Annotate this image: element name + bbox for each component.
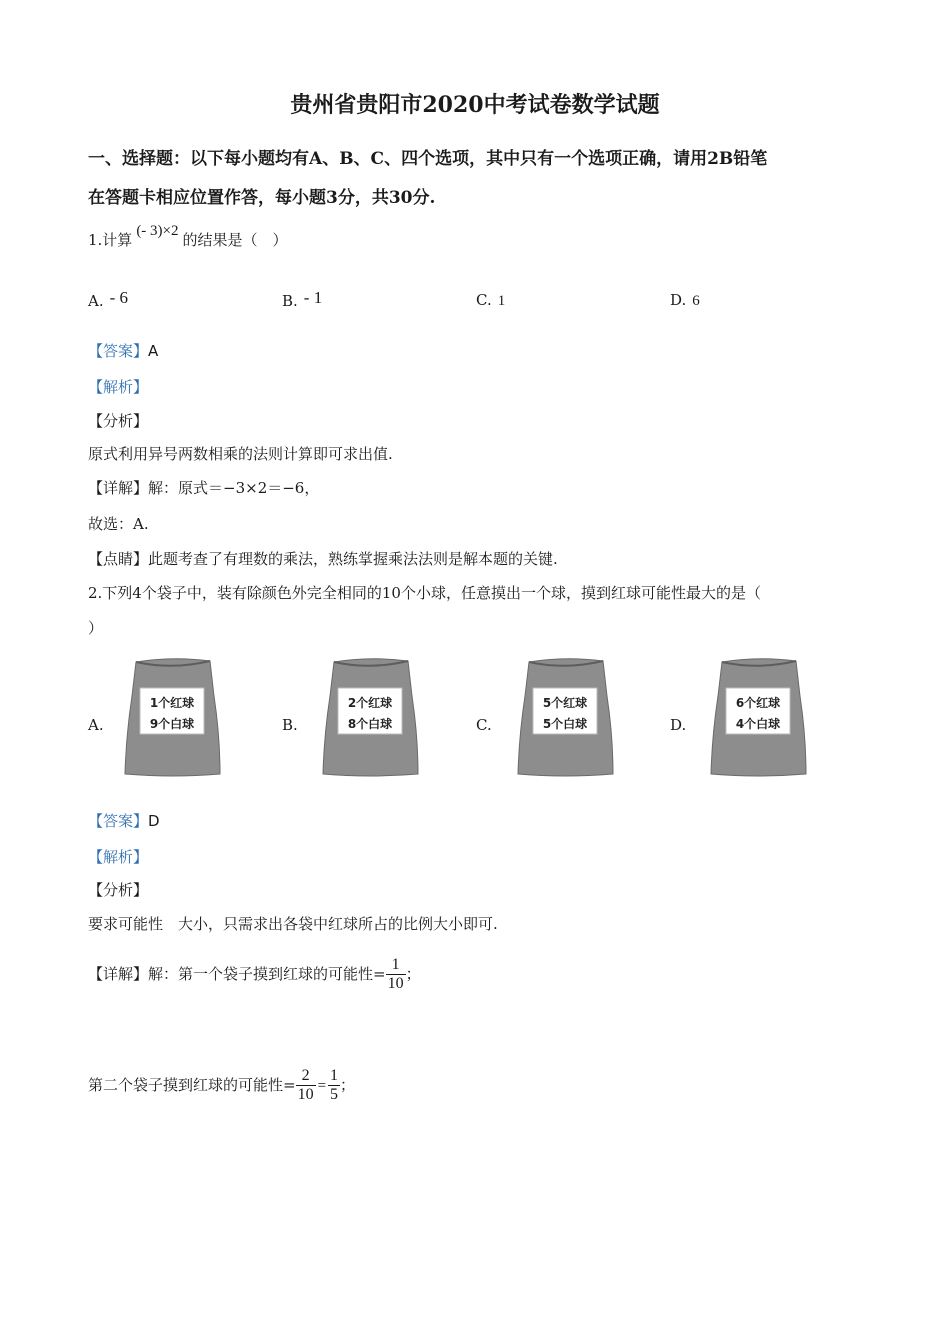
bag-b-line1: 2个红球 (347, 696, 393, 710)
q2-analysis-tag: 【解析】 (88, 848, 149, 866)
bag-b-label: B. (282, 716, 298, 734)
q2-stem-line1: 2.下列4个袋子中，装有除颜色外完全相同的10个小球，任意摸出一个球，摸到红球可能性最大的是（ (88, 584, 761, 602)
page-title: 贵州省贵阳市2020中考试卷数学试题 (290, 92, 660, 118)
bag-c-line1: 5个红球 (542, 696, 588, 710)
q1-fenxi-tag: 【分析】 (88, 412, 149, 430)
fraction-2-10: $\frac{2}{10}$ (297, 1067, 314, 1104)
bag-d-image (708, 656, 808, 778)
bag-b-line2: 8个白球 (347, 717, 393, 731)
bag-a-label: A. (88, 716, 104, 734)
bag-a-line2: 9个白球 (149, 717, 195, 731)
q1-stem (88, 223, 288, 250)
bag-c-label: C. (476, 716, 492, 734)
section-heading-line1: 一、选择题：以下每小题均有A、B、C、四个选项，其中只有一个选项正确，请用2B铅笔 (88, 149, 768, 169)
q1-prefix: 1.计算 (88, 231, 133, 249)
q1-answer: 【答案】A (88, 342, 159, 360)
q1-fenxi: 原式利用异号两数相乘的法则计算即可求出值. (88, 445, 393, 463)
q1-guxuan: 故选：A. (88, 515, 149, 533)
bag-d-line1: 6个红球 (735, 696, 781, 710)
q1-option-a: A. - 6 (88, 288, 129, 310)
fraction-1-10: $\frac{1}{10}$ (387, 956, 404, 993)
q1-analysis-tag: 【解析】 (88, 378, 149, 396)
q2-fenxi: 要求可能性 大小，只需求出各袋中红球所占的比例大小即可. (88, 915, 498, 933)
q1-suffix: 的结果是（ ） (182, 231, 288, 249)
bag-c-line2: 5个白球 (542, 717, 588, 731)
q2-second-bag: 第二个袋子摸到红球的可能性= $\frac{2}{10}$ = $\frac{1}{5}$ ； (88, 1067, 356, 1104)
q1-option-d: D. 6 (670, 291, 700, 309)
section-heading-line2: 在答题卡相应位置作答，每小题3分，共30分. (88, 188, 436, 208)
bag-d-line2: 4个白球 (735, 717, 781, 731)
bag-c-image (515, 656, 615, 778)
fraction-1-5: $\frac{1}{5}$ (330, 1067, 339, 1104)
q1-dianjing: 【点睛】此题考查了有理数的乘法，熟练掌握乘法法则是解本题的关键. (88, 550, 558, 568)
q1-option-b: B. - 1 (282, 288, 323, 310)
bag-a-image (122, 656, 222, 778)
bag-a-line1: 1个红球 (149, 696, 195, 710)
q1-option-c: C. 1 (476, 291, 506, 309)
q2-fenxi-tag: 【分析】 (88, 881, 149, 899)
q1-xiangjie: 【详解】解：原式＝−3×2＝−6， (88, 479, 320, 497)
bag-b-image (320, 656, 420, 778)
q1-expression: (- 3)×2 (136, 223, 179, 239)
q2-answer: 【答案】D (88, 812, 160, 830)
q2-stem-line2: ） (88, 619, 104, 637)
q2-xiangjie: 【详解】解：第一个袋子摸到红球的可能性= $\frac{1}{10}$ ； (88, 956, 421, 993)
bag-d-label: D. (670, 716, 687, 734)
